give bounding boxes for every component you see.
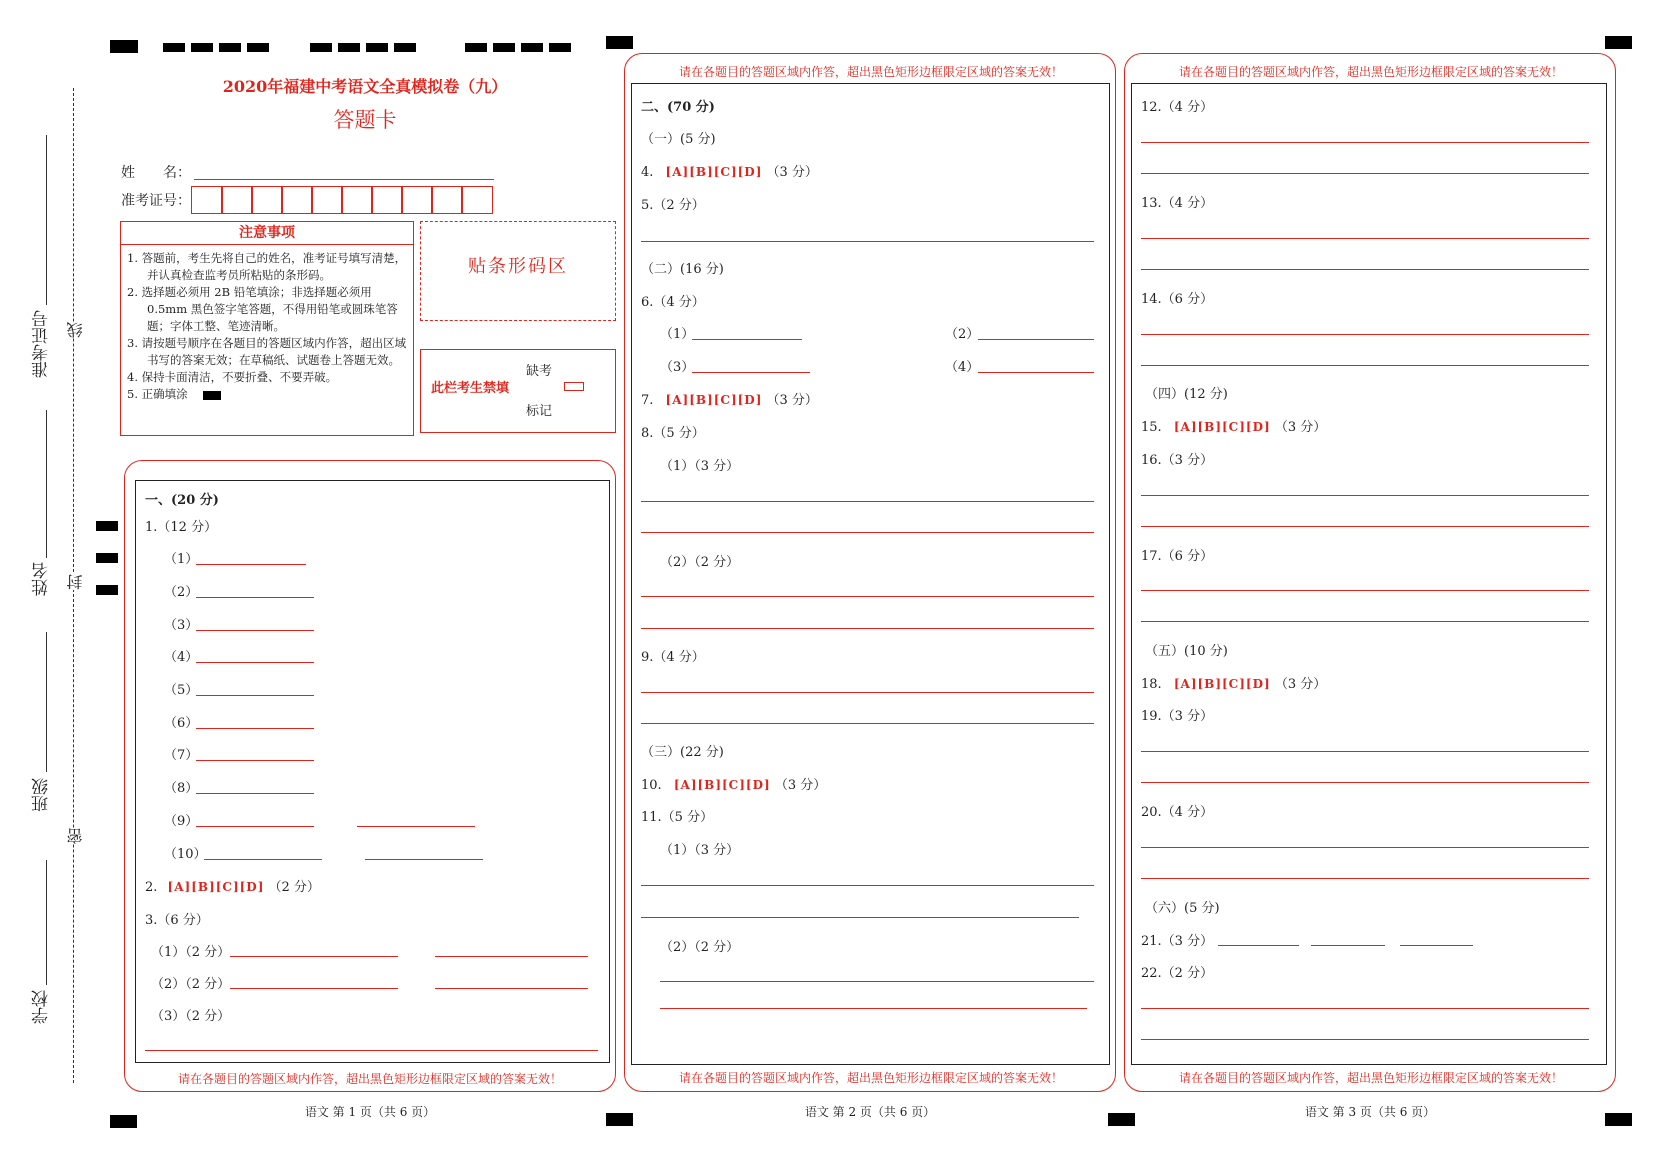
footer-page-1: 语文 第 1 页（共 6 页） <box>304 1105 436 1119</box>
q1-part-3: （3） <box>164 618 199 633</box>
q22-line-a[interactable] <box>1141 1008 1589 1009</box>
q10-choice[interactable]: [A][B][C][D] <box>673 778 771 792</box>
q5-label: 5.（2 分） <box>641 198 705 213</box>
q11-part-2-line-a[interactable] <box>660 981 1094 982</box>
section-2-3: （三）(22 分) <box>641 745 724 760</box>
q1-part-5-line[interactable] <box>196 695 314 696</box>
q16-label: 16.（3 分） <box>1141 453 1214 468</box>
q10-label: 10. <box>641 778 662 793</box>
q14-line-a[interactable] <box>1141 334 1589 335</box>
q18-score: （3 分） <box>1274 677 1327 692</box>
q9-line-a[interactable] <box>641 692 1094 693</box>
q15-score: （3 分） <box>1274 420 1327 435</box>
q1-part-10-line-b[interactable] <box>365 859 483 860</box>
q1-part-4: （4） <box>164 650 199 665</box>
q9-line-b[interactable] <box>641 723 1094 724</box>
card-title: 答题卡 <box>333 108 397 132</box>
q2-row <box>145 876 320 895</box>
q2-label: 2. <box>145 880 158 895</box>
q4-score: （3 分） <box>766 165 818 180</box>
filled-sample <box>203 391 221 400</box>
column-3-top-warning: 请在各题目的答题区域内作答，超出黑色矩形边框限定区域的答案无效！ <box>1178 65 1563 79</box>
seal-line-char: 线 <box>66 322 85 338</box>
q3-part-1-line-a[interactable] <box>230 956 398 957</box>
q8-part-1-line-b[interactable] <box>641 532 1094 533</box>
q11-label: 11.（5 分） <box>641 810 714 825</box>
q3-part-1-line-b[interactable] <box>435 956 588 957</box>
exam-id-label: 准考证号： <box>121 193 191 209</box>
q1-part-7-line[interactable] <box>196 760 314 761</box>
q20-label: 20.（4 分） <box>1141 805 1214 820</box>
q1-part-8: （8） <box>164 781 199 796</box>
q9-label: 9.（4 分） <box>641 650 705 665</box>
notice-item-4: 4. 保持卡面清洁，不要折叠、不要弄破。 <box>127 370 338 384</box>
q2-score: （2 分） <box>268 880 320 895</box>
q20-line-b[interactable] <box>1141 878 1589 879</box>
q11-part-1: （1）（3 分） <box>660 843 740 858</box>
q10-score: （3 分） <box>774 778 827 793</box>
q4-choice[interactable]: [A][B][C][D] <box>665 165 763 179</box>
column-3-bottom-warning: 请在各题目的答题区域内作答，超出黑色矩形边框限定区域的答案无效！ <box>1178 1071 1563 1085</box>
seal-seal-char: 封 <box>66 574 85 590</box>
q11-part-2-line-b[interactable] <box>660 1008 1087 1009</box>
notice-box <box>120 221 414 436</box>
notice-item-3: 3. 请按题号顺序在各题目的答题区域内作答，超出区域书写的答案无效；在草稿纸、试题卷上答题无效。 <box>127 336 407 367</box>
q3-part-2-line-a[interactable] <box>230 988 398 989</box>
q21-line-a[interactable] <box>1218 945 1299 946</box>
notice-item-5: 5. 正确填涂 <box>127 387 188 401</box>
q3-part-2-line-b[interactable] <box>435 988 588 989</box>
q3-part-1: （1）（2 分） <box>151 945 231 960</box>
q6-part-3: （3） <box>660 360 695 375</box>
q11-part-1-line-a[interactable] <box>641 885 1094 886</box>
q17-label: 17.（6 分） <box>1141 549 1214 564</box>
q17-line-b[interactable] <box>1141 621 1589 622</box>
q1-part-4-line[interactable] <box>196 662 314 663</box>
q6-part-3-line[interactable] <box>692 372 810 373</box>
column-2-top-warning: 请在各题目的答题区域内作答，超出黑色矩形边框限定区域的答案无效！ <box>678 65 1063 79</box>
notice-title: 注意事项 <box>121 222 413 245</box>
q8-part-2-line-a[interactable] <box>641 596 1094 597</box>
q1-part-9-line-a[interactable] <box>196 826 314 827</box>
section-2-4: （四）(12 分) <box>1145 387 1228 402</box>
q8-part-2-line-b[interactable] <box>641 628 1094 629</box>
q8-part-2: （2）（2 分） <box>660 555 740 570</box>
q7-label: 7. <box>641 393 654 408</box>
q1-part-10-line-a[interactable] <box>204 859 322 860</box>
q1-part-2-line[interactable] <box>196 597 314 598</box>
q8-label: 8.（5 分） <box>641 426 705 441</box>
q12-label: 12.（4 分） <box>1141 100 1214 115</box>
footer-page-3: 语文 第 3 页（共 6 页） <box>1304 1105 1436 1119</box>
notice-item-1: 1. 答题前，考生先将自己的姓名，准考证号填写清楚，并认真检查监考员所粘贴的条形码。 <box>127 251 407 282</box>
q17-line-a[interactable] <box>1141 590 1589 591</box>
absent-mark-top: 缺考 <box>526 364 553 379</box>
column-1-warning: 请在各题目的答题区域内作答，超出黑色矩形边框限定区域的答案无效！ <box>177 1072 562 1086</box>
q1-part-1: （1） <box>164 552 199 567</box>
q14-label: 14.（6 分） <box>1141 292 1214 307</box>
q10-row <box>641 774 826 793</box>
column-3-answer-box <box>1131 83 1607 1065</box>
q4-row <box>641 161 818 180</box>
footer-page-2: 语文 第 2 页（共 6 页） <box>804 1105 936 1119</box>
q1-part-2: （2） <box>164 585 199 600</box>
absent-mark-bottom: 标记 <box>526 404 553 419</box>
notice-item-2: 2. 选择题必须用 2B 铅笔填涂；非选择题必须用 0.5mm 黑色签字笔答题，不得用铅笔或圆珠笔答题；字体工整、笔迹清晰。 <box>127 285 398 333</box>
q19-line-b[interactable] <box>1141 782 1589 783</box>
exam-title: 2020年福建中考语文全真模拟卷（九） <box>222 77 508 96</box>
q3-part-3: （3）（2 分） <box>151 1009 231 1024</box>
side-label-name: 姓名 <box>32 562 52 596</box>
q15-label: 15. <box>1141 420 1162 435</box>
q12-line-b[interactable] <box>1141 173 1589 174</box>
q7-choice[interactable]: [A][B][C][D] <box>665 393 763 407</box>
absent-label: 此栏考生禁填 <box>431 381 510 396</box>
q1-part-8-line[interactable] <box>196 793 314 794</box>
q18-row <box>1141 673 1326 692</box>
q13-line-a[interactable] <box>1141 238 1589 239</box>
section-2-1: （一）(5 分) <box>641 132 716 147</box>
q11-part-1-line-b[interactable] <box>641 917 1079 918</box>
q16-line-b[interactable] <box>1141 526 1589 527</box>
q15-choice[interactable]: [A][B][C][D] <box>1173 420 1271 434</box>
q1-part-9-line-b[interactable] <box>357 826 475 827</box>
q8-part-1-line-a[interactable] <box>641 501 1094 502</box>
q6-part-4-line[interactable] <box>978 372 1094 373</box>
seal-secret-char: 密 <box>66 828 85 844</box>
q3-part-2: （2）（2 分） <box>151 977 231 992</box>
q1-label: 1.（12 分） <box>145 520 218 535</box>
q19-label: 19.（3 分） <box>1141 709 1214 724</box>
q19-line-a[interactable] <box>1141 751 1589 752</box>
q6-label: 6.（4 分） <box>641 295 705 310</box>
q1-part-3-line[interactable] <box>196 630 314 631</box>
name-field[interactable] <box>194 179 494 180</box>
q1-part-1-line[interactable] <box>196 564 306 565</box>
q5-line[interactable] <box>641 241 1094 242</box>
section-2-title: 二、(70 分) <box>641 100 715 115</box>
side-label-class: 班级 <box>32 778 52 812</box>
q3-part-3-line[interactable] <box>145 1050 598 1051</box>
q12-line-a[interactable] <box>1141 142 1589 143</box>
barcode-label: 贴条形码区 <box>468 256 568 277</box>
q7-row <box>641 389 818 408</box>
barcode-area <box>420 221 616 321</box>
q20-line-a[interactable] <box>1141 847 1589 848</box>
q14-line-b[interactable] <box>1141 365 1589 366</box>
q6-part-1: （1） <box>660 327 695 342</box>
q18-label: 18. <box>1141 677 1162 692</box>
column-2-bottom-warning: 请在各题目的答题区域内作答，超出黑色矩形边框限定区域的答案无效！ <box>678 1071 1063 1085</box>
q22-label: 22.（2 分） <box>1141 966 1214 981</box>
q21-line-c[interactable] <box>1400 945 1473 946</box>
absent-box <box>420 349 616 433</box>
q4-label: 4. <box>641 165 654 180</box>
section-1-title: 一、(20 分) <box>145 493 219 508</box>
q1-part-6: （6） <box>164 716 199 731</box>
q6-part-1-line[interactable] <box>692 339 802 340</box>
q6-part-2: （2） <box>945 327 980 342</box>
q7-score: （3 分） <box>766 393 818 408</box>
q11-part-2: （2）（2 分） <box>660 940 740 955</box>
q1-part-6-line[interactable] <box>196 728 314 729</box>
side-label-exam-id: 准考证号 <box>32 310 52 378</box>
q6-part-4: （4） <box>945 360 980 375</box>
q1-part-9: （9） <box>164 814 199 829</box>
q21-line-b[interactable] <box>1311 945 1385 946</box>
name-label: 姓 名： <box>121 165 191 181</box>
side-label-school: 学校 <box>32 990 52 1024</box>
q21-label: 21.（3 分） <box>1141 934 1214 949</box>
q3-label: 3.（6 分） <box>145 913 209 928</box>
q22-line-b[interactable] <box>1141 1039 1589 1040</box>
section-2-2: （二）(16 分) <box>641 262 724 277</box>
q15-row <box>1141 416 1326 435</box>
q8-part-1: （1）（3 分） <box>660 459 740 474</box>
section-2-6: （六）(5 分) <box>1145 901 1220 916</box>
q18-choice[interactable]: [A][B][C][D] <box>1173 677 1271 691</box>
q1-part-5: （5） <box>164 683 199 698</box>
section-2-5: （五）(10 分) <box>1145 644 1228 659</box>
q2-choice[interactable]: [A][B][C][D] <box>167 880 265 894</box>
q13-line-b[interactable] <box>1141 269 1589 270</box>
q16-line-a[interactable] <box>1141 495 1589 496</box>
absent-mark-checkbox[interactable] <box>564 382 584 391</box>
q13-label: 13.（4 分） <box>1141 196 1214 211</box>
q1-part-7: （7） <box>164 748 199 763</box>
q1-part-10: （10） <box>164 847 207 862</box>
q6-part-2-line[interactable] <box>978 339 1094 340</box>
